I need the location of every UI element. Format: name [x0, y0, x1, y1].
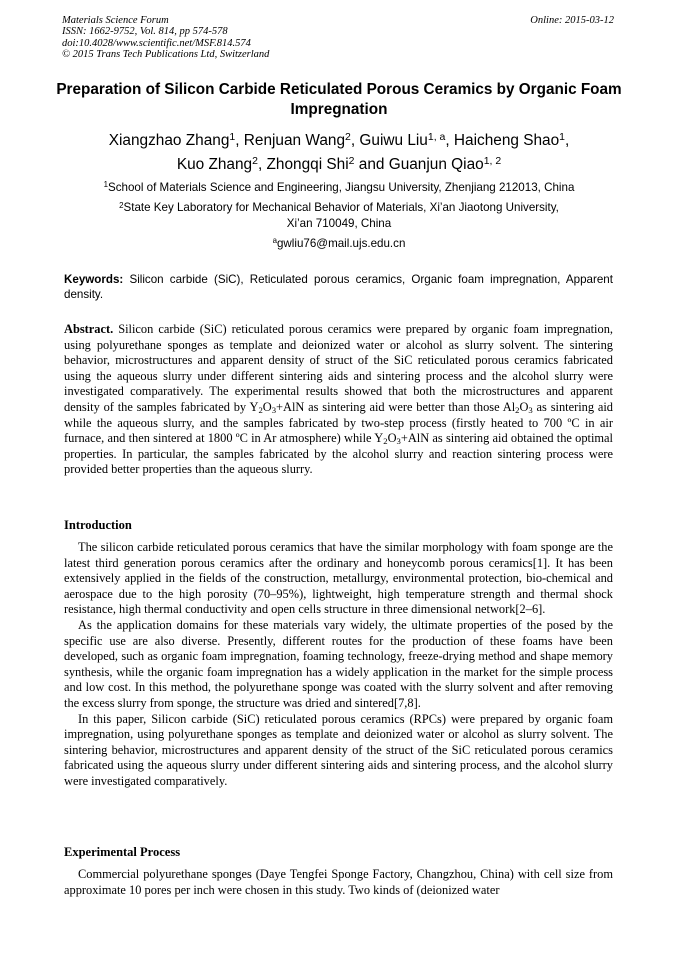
- keywords-text: Silicon carbide (SiC), Reticulated porous ceramics, Organic foam impregnation, Apparent density.: [64, 273, 613, 301]
- introduction-body: [64, 540, 613, 790]
- doi-line: doi:10.4028/www.scientific.net/MSF.814.574: [62, 37, 251, 49]
- author: Haicheng Shao$^1$,: [453, 132, 570, 149]
- online-date: Online: 2015-03-12: [530, 15, 614, 26]
- affiliations: [50, 180, 628, 251]
- paragraph: Commercial polyurethane sponges (Daye Tengfei Sponge Factory, Changzhou, China) with cell size from approximate 10 pores per inch were chosen in this study. Two kinds of (deionized water: [64, 867, 613, 897]
- author: Guiwu Liu$^{1, a}$,: [359, 132, 454, 149]
- paragraph: In this paper, Silicon carbide (SiC) reticulated porous ceramics (RPCs) were prepared by organic foam impregnation, using polyurethane sponges as template and deionized water or alcohol as slurry solvent. The sintering behavior, microstructures and apparent density of the struct of the SiC reticulated porous ceramics fabricated using the aqueous slurry under different sintering aids and sintering process, and the alcohol slurry were investigated comparatively.: [64, 711, 613, 788]
- paragraph: As the application domains for these materials vary widely, the ultimate properties of the posed by the specific use are also diverse. Presently, different routes for the production of these foams have been developed, such as organic foam impregnation, foaming technology, freeze-drying method and shape memory synthesis, while the organic foam impregnation has a widely application in the market for the simple process and low cost. In this method, the polyurethane sponge was coated with the slurry solvent and after removing the excess slurry from sponge, the structure was dried and sintered[7,8].: [64, 617, 613, 710]
- keywords: [64, 272, 613, 302]
- author: Xiangzhao Zhang$^1$,: [108, 132, 244, 149]
- author: Renjuan Wang$^2$,: [243, 132, 360, 149]
- experimental-heading: Experimental Process: [64, 845, 181, 859]
- contact-email: $^a$gwliu76@mail.ujs.edu.cn: [272, 236, 406, 250]
- journal-header: [62, 15, 269, 60]
- keywords-label: Keywords:: [64, 273, 124, 286]
- experimental-body: [64, 867, 613, 898]
- abstract: Abstract. Silicon carbide (SiC) reticulated porous ceramics were prepared by organic foam impregnation, using polyurethane sponges as template and deionized water or alcohol as slurry solvent. The sintering behavior, microstructures and apparent density of struct of the SiC reticulated porous ceramics fabricated using the aqueous slurry under different sintering aids and sintering process and the alcohol slurry were investigated comparatively. The experimental results showed that both the microstructures and apparent density of the samples fabricated by $Y_2O_3+AlN$ as sintering aid were better than those $Al_2O_3$ as sintering aid while the aqueous slurry, and the samples fabricated by two-step process (firstly heated to 700 ºC in air furnace, and then sintered at 1800 ºC in Ar atmosphere) while $Y_2O_3+AlN$ as sintering aid obtained the optimal properties. In particular, the samples fabricated by the alcohol slurry and reaction sintering process were provided better properties than the aqueous slurry.: [64, 322, 613, 477]
- author: Guanjun Qiao$^{1, 2}$: [388, 156, 502, 173]
- journal-name: Materials Science Forum: [62, 15, 169, 26]
- copyright-line: © 2015 Trans Tech Publications Ltd, Switzerland: [62, 48, 270, 60]
- affiliation-2: $^2$State Key Laboratory for Mechanical Behavior of Materials, Xi’an Jiaotong University, Xi’an 710049, China: [119, 200, 559, 230]
- paper-title: Preparation of Silicon Carbide Reticulated Porous Ceramics by Organic Foam Impregnation: [56, 81, 622, 118]
- abstract-label: Abstract.: [64, 322, 114, 336]
- author: Kuo Zhang$^2$,: [176, 156, 267, 173]
- introduction-heading: Introduction: [64, 518, 132, 532]
- affiliation-1: $^1$School of Materials Science and Engineering, Jiangsu University, Zhenjiang 212013, China: [103, 180, 575, 194]
- author: Zhongqi Shi$^2$ and: [266, 156, 389, 173]
- author-list: [50, 129, 628, 177]
- paragraph: The silicon carbide reticulated porous ceramics that have the similar morphology with foam sponge are the latest third generation porous ceramics after the ordinary and honeycomb porous ceramics[1]. It has been extensively applied in the fields of the construction, metallurgy, environmental protection, bio-chemical and aerospace due to the high porosity (70–95%), lightweight, high temperature strength and thermal shock resistance, high thermal conductivity and open cells structure in three dimensional network[2–6].: [64, 540, 613, 617]
- issn-line: ISSN: 1662-9752, Vol. 814, pp 574-578: [62, 26, 228, 38]
